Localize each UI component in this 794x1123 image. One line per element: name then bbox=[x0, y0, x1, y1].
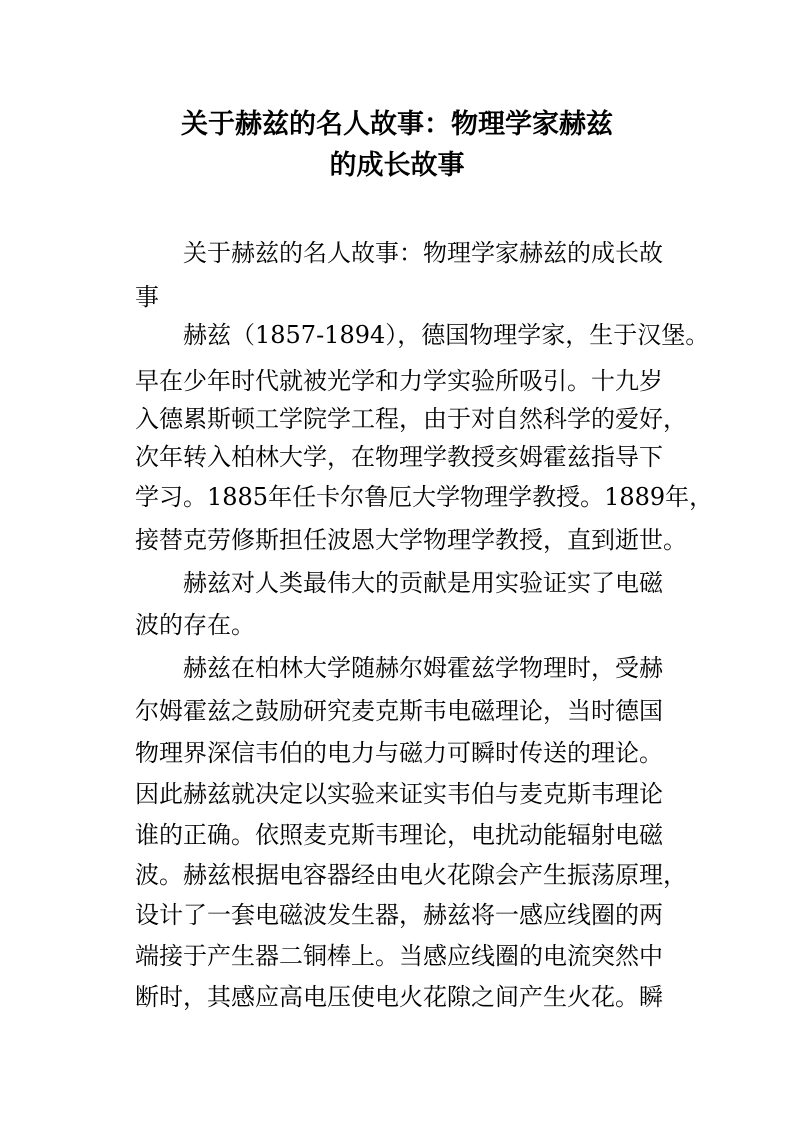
text-line: 学习。1885年任卡尔鲁厄大学物理学教授。1889年， bbox=[135, 483, 714, 511]
text-line: 设计了一套电磁波发生器，赫兹将一感应线圈的两 bbox=[135, 901, 663, 929]
text-line: 赫兹（1857-1894），德国物理学家，生于汉堡。 bbox=[183, 321, 710, 349]
text-line: 谁的正确。依照麦克斯韦理论，电扰动能辐射电磁 bbox=[135, 821, 663, 849]
document-title-line-2: 的成长故事 bbox=[329, 150, 465, 181]
text-line: 接替克劳修斯担任波恩大学物理学教授，直到逝世。 bbox=[135, 526, 687, 554]
text-line: 事 bbox=[135, 283, 159, 311]
text-line: 次年转入柏林大学，在物理学教授亥姆霍兹指导下 bbox=[135, 443, 663, 471]
text-line: 早在少年时代就被光学和力学实验所吸引。十九岁 bbox=[135, 367, 663, 395]
text-line: 波的存在。 bbox=[135, 611, 255, 639]
document-title-line-1: 关于赫兹的名人故事：物理学家赫兹 bbox=[181, 109, 613, 140]
text-line: 断时，其感应高电压使电火花隙之间产生火花。瞬 bbox=[135, 983, 663, 1011]
text-line: 波。赫兹根据电容器经由电火花隙会产生振荡原理， bbox=[135, 861, 687, 889]
text-line: 物理界深信韦伯的电力与磁力可瞬时传送的理论。 bbox=[135, 739, 663, 767]
text-line: 入德累斯顿工学院学工程，由于对自然科学的爱好， bbox=[135, 405, 687, 433]
text-line: 因此赫兹就决定以实验来证实韦伯与麦克斯韦理论 bbox=[135, 780, 663, 808]
text-line: 赫兹在柏林大学随赫尔姆霍兹学物理时，受赫 bbox=[183, 654, 663, 682]
text-line: 关于赫兹的名人故事：物理学家赫兹的成长故 bbox=[183, 239, 663, 267]
text-line: 端接于产生器二铜棒上。当感应线圈的电流突然中 bbox=[135, 942, 663, 970]
text-line: 赫兹对人类最伟大的贡献是用实验证实了电磁 bbox=[183, 569, 663, 597]
text-line: 尔姆霍兹之鼓励研究麦克斯韦电磁理论，当时德国 bbox=[135, 697, 663, 725]
